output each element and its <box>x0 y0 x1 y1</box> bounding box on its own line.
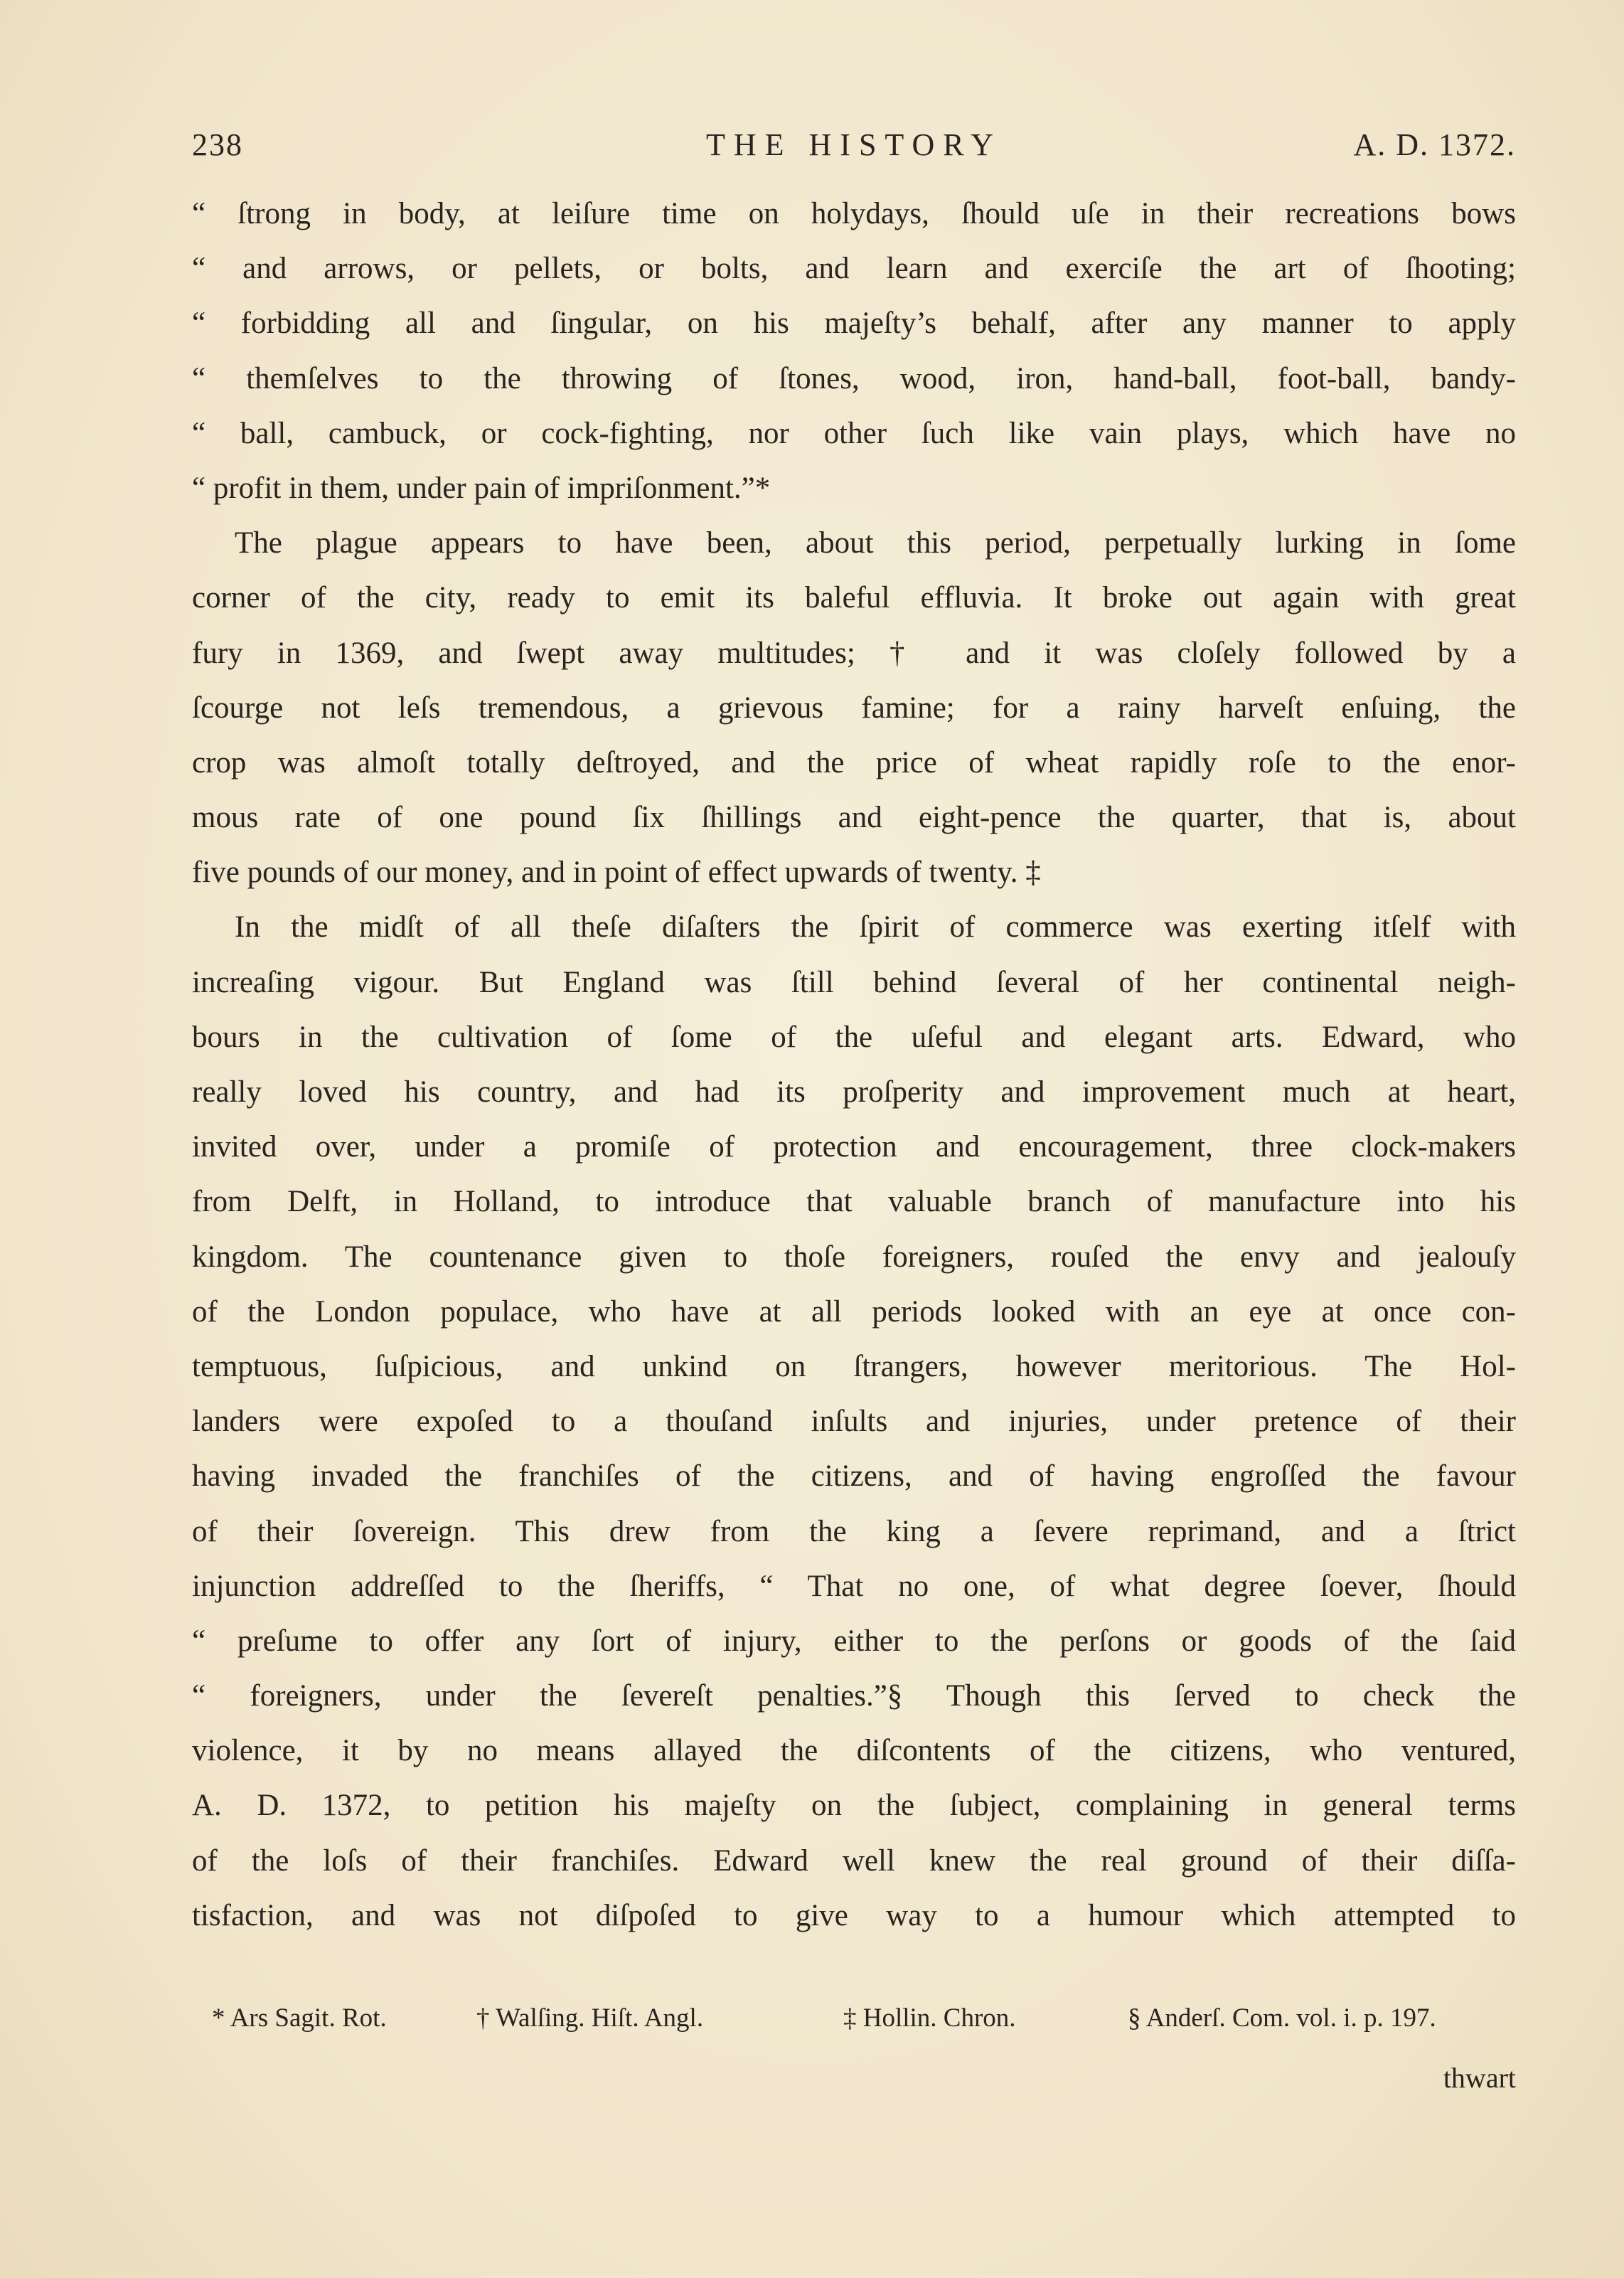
text-line: The plague appears to have been, about this period, perpetually lurking in ſome <box>235 526 1516 560</box>
text-line: of the loſs of their franchiſes. Edward well knew the real ground of their diſſa- <box>192 1843 1516 1878</box>
text-line: crop was almoſt totally deſtroyed, and the price of wheat rapidly roſe to the enor- <box>192 745 1516 779</box>
text-line: A. D. 1372, to petition his majeſty on the ſubject, complaining in general terms <box>192 1789 1516 1823</box>
text-line: “ ball, cambuck, or cock-fighting, nor other ſuch like vain plays, which have no <box>192 416 1516 450</box>
text-line: five pounds of our money, and in point of effect upwards of twenty. ‡ <box>192 856 1041 890</box>
footnotes <box>212 2003 1516 2045</box>
footnote-1: * Ars Sagit. Rot. <box>212 2003 387 2033</box>
footnote-4: § Anderſ. Com. vol. i. p. 197. <box>1128 2003 1436 2033</box>
text-line: violence, it by no means allayed the diſcontents of the citizens, who ventured, <box>192 1734 1516 1768</box>
text-line: landers were expoſed to a thouſand inſults and injuries, under pretence of their <box>192 1405 1516 1439</box>
footnote-3: ‡ Hollin. Chron. <box>843 2003 1016 2033</box>
text-line: injunction addreſſed to the ſheriffs, “ That no one, of what degree ſoever, ſhould <box>192 1569 1516 1603</box>
running-year: A. D. 1372. <box>1353 127 1516 162</box>
text-line: from Delft, in Holland, to introduce that valuable branch of manufacture into his <box>192 1185 1516 1219</box>
footnote-2: † Walſing. Hiſt. Angl. <box>476 2003 704 2033</box>
text-line: of their ſovereign. This drew from the king a ſevere reprimand, and a ſtrict <box>192 1514 1516 1548</box>
text-line: In the midſt of all theſe diſaſters the ſpirit of commerce was exerting itſelf with <box>235 910 1516 944</box>
text-line: “ ſtrong in body, at leiſure time on holydays, ſhould uſe in their recreations bows <box>192 197 1516 230</box>
text-line: invited over, under a promiſe of protection and encouragement, three clock-makers <box>192 1130 1516 1164</box>
text-line: having invaded the franchiſes of the citizens, and of having engroſſed the favour <box>192 1459 1516 1494</box>
body-text <box>192 186 1516 1943</box>
text-line: “ profit in them, under pain of impriſonment.”* <box>192 471 771 505</box>
text-line: corner of the city, ready to emit its baleful effluvia. It broke out again with great <box>192 581 1516 615</box>
text-line: of the London populace, who have at all periods looked with an eye at once con- <box>192 1294 1516 1329</box>
text-line: “ themſelves to the throwing of ſtones, wood, iron, hand-ball, foot-ball, bandy- <box>192 361 1516 395</box>
running-header <box>192 127 1516 169</box>
text-line: temptuous, ſuſpicious, and unkind on ſtrangers, however meritorious. The Hol- <box>192 1349 1516 1383</box>
text-line: increaſing vigour. But England was ſtill behind ſeveral of her continental neigh- <box>192 965 1516 999</box>
text-line: “ and arrows, or pellets, or bolts, and learn and exerciſe the art of ſhooting; <box>192 252 1516 286</box>
catchword: thwart <box>1443 2062 1516 2094</box>
text-line: kingdom. The countenance given to thoſe foreigners, rouſed the envy and jealouſy <box>192 1240 1516 1274</box>
running-title: THE HISTORY <box>706 127 1002 162</box>
text-line: tisfaction, and was not diſpoſed to give way to a humour which attempted to <box>192 1898 1516 1932</box>
text-line: mous rate of one pound ſix ſhillings and eight-pence the quarter, that is, about <box>192 801 1516 835</box>
text-line: really loved his country, and had its proſperity and improvement much at heart, <box>192 1075 1516 1109</box>
text-line: “ foreigners, under the ſevereſt penalties.”§ Though this ſerved to check the <box>192 1679 1516 1713</box>
page-number: 238 <box>192 127 243 162</box>
text-line: “ preſume to offer any ſort of injury, either to the perſons or goods of the ſaid <box>192 1624 1516 1658</box>
text-line: “ forbidding all and ſingular, on his majeſty’s behalf, after any manner to apply <box>192 307 1516 341</box>
text-line: ſcourge not leſs tremendous, a grievous famine; for a rainy harveſt enſuing, the <box>192 691 1516 725</box>
text-line: fury in 1369, and ſwept away multitudes; † and it was cloſely followed by a <box>192 636 1516 670</box>
text-line: bours in the cultivation of ſome of the uſeful and elegant arts. Edward, who <box>192 1020 1516 1054</box>
